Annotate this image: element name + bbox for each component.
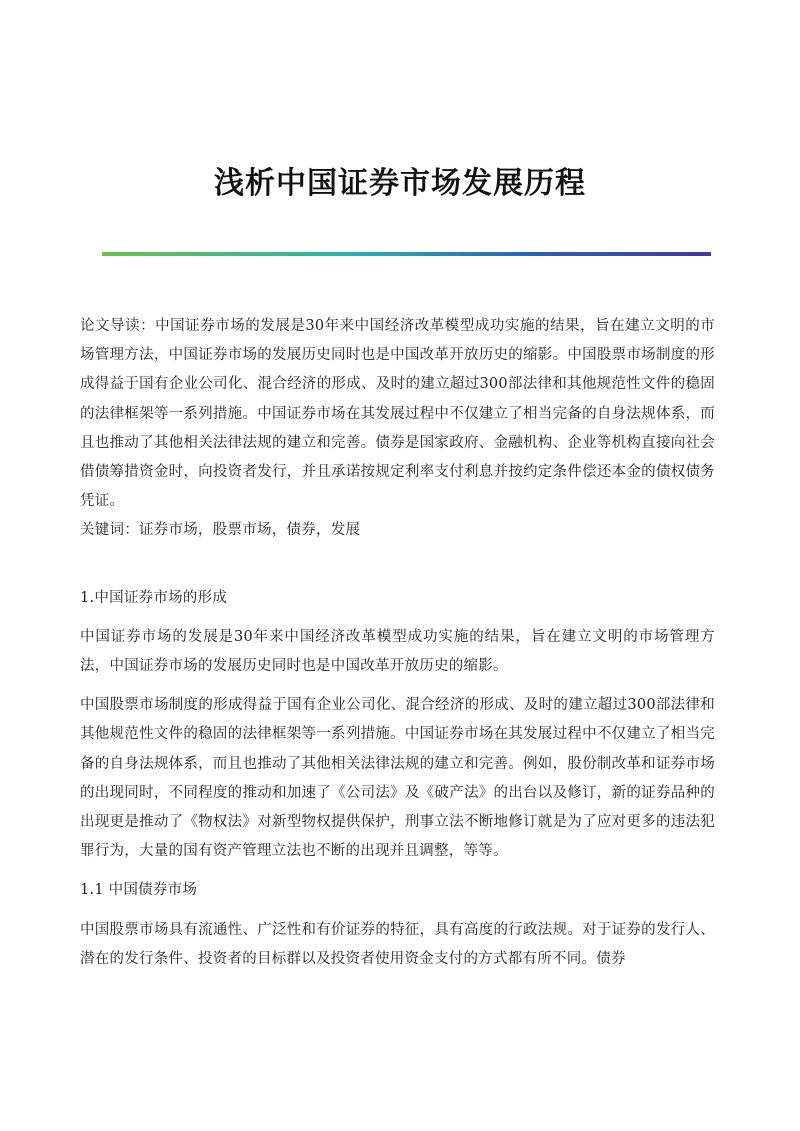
body-paragraph: 中国证券市场的发展是30年来中国经济改革模型成功实施的结果，旨在建立文明的市场管理方法，中国证券市场的发展历史同时也是中国改革开放历史的缩影。 [80, 628, 715, 675]
body-paragraph: 中国股票市场制度的形成得益于国有企业公司化、混合经济的形成、及时的建立超过300部法律和其他规范性文件的稳固的法律框架等一系列措施。中国证券市场在其发展过程中不仅建立了相当完备的自身法规体系，而且也推动了其他相关法律法规的建立和完善。例如，股份制改革和证券市场的出现同时，不同程度的推动和加速了《公司法》及《破产法》的出台以及修订，新的证券品种的出现更是推动了《物权法》对新型物权提供保护，刑事立法不断地修订就是为了应对更多的违法犯罪行为，大量的国有资产管理立法也不断的出现并且调整，等等。 [80, 697, 715, 860]
document-body [80, 312, 715, 974]
document-title: 浅析中国证券市场发展历程 [214, 166, 586, 201]
title-divider [102, 252, 711, 256]
keywords-line: 关键词：证券市场，股票市场，债券，发展 [80, 522, 361, 539]
subsection-heading: 1.1 中国债券市场 [80, 882, 198, 899]
section-heading: 1.中国证券市场的形成 [80, 589, 228, 606]
abstract-paragraph: 论文导读：中国证券市场的发展是30年来中国经济改革模型成功实施的结果，旨在建立文明的市场管理方法，中国证券市场的发展历史同时也是中国改革开放历史的缩影。中国股票市场制度的形成得益于国有企业公司化、混合经济的形成、及时的建立超过300部法律和其他规范性文件的稳固的法律框架等一系列措施。中国证券市场在其发展过程中不仅建立了相当完备的自身法规体系，而且也推动了其他相关法律法规的建立和完善。债券是国家政府、金融机构、企业等机构直接向社会借债筹措资金时，向投资者发行，并且承诺按规定利率支付利息并按约定条件偿还本金的债权债务凭证。 [80, 318, 715, 510]
body-paragraph: 中国股票市场具有流通性、广泛性和有价证券的特征，具有高度的行政法规。对于证券的发行人、潜在的发行条件、投资者的目标群以及投资者使用资金支付的方式都有所不同。债券 [80, 921, 715, 967]
